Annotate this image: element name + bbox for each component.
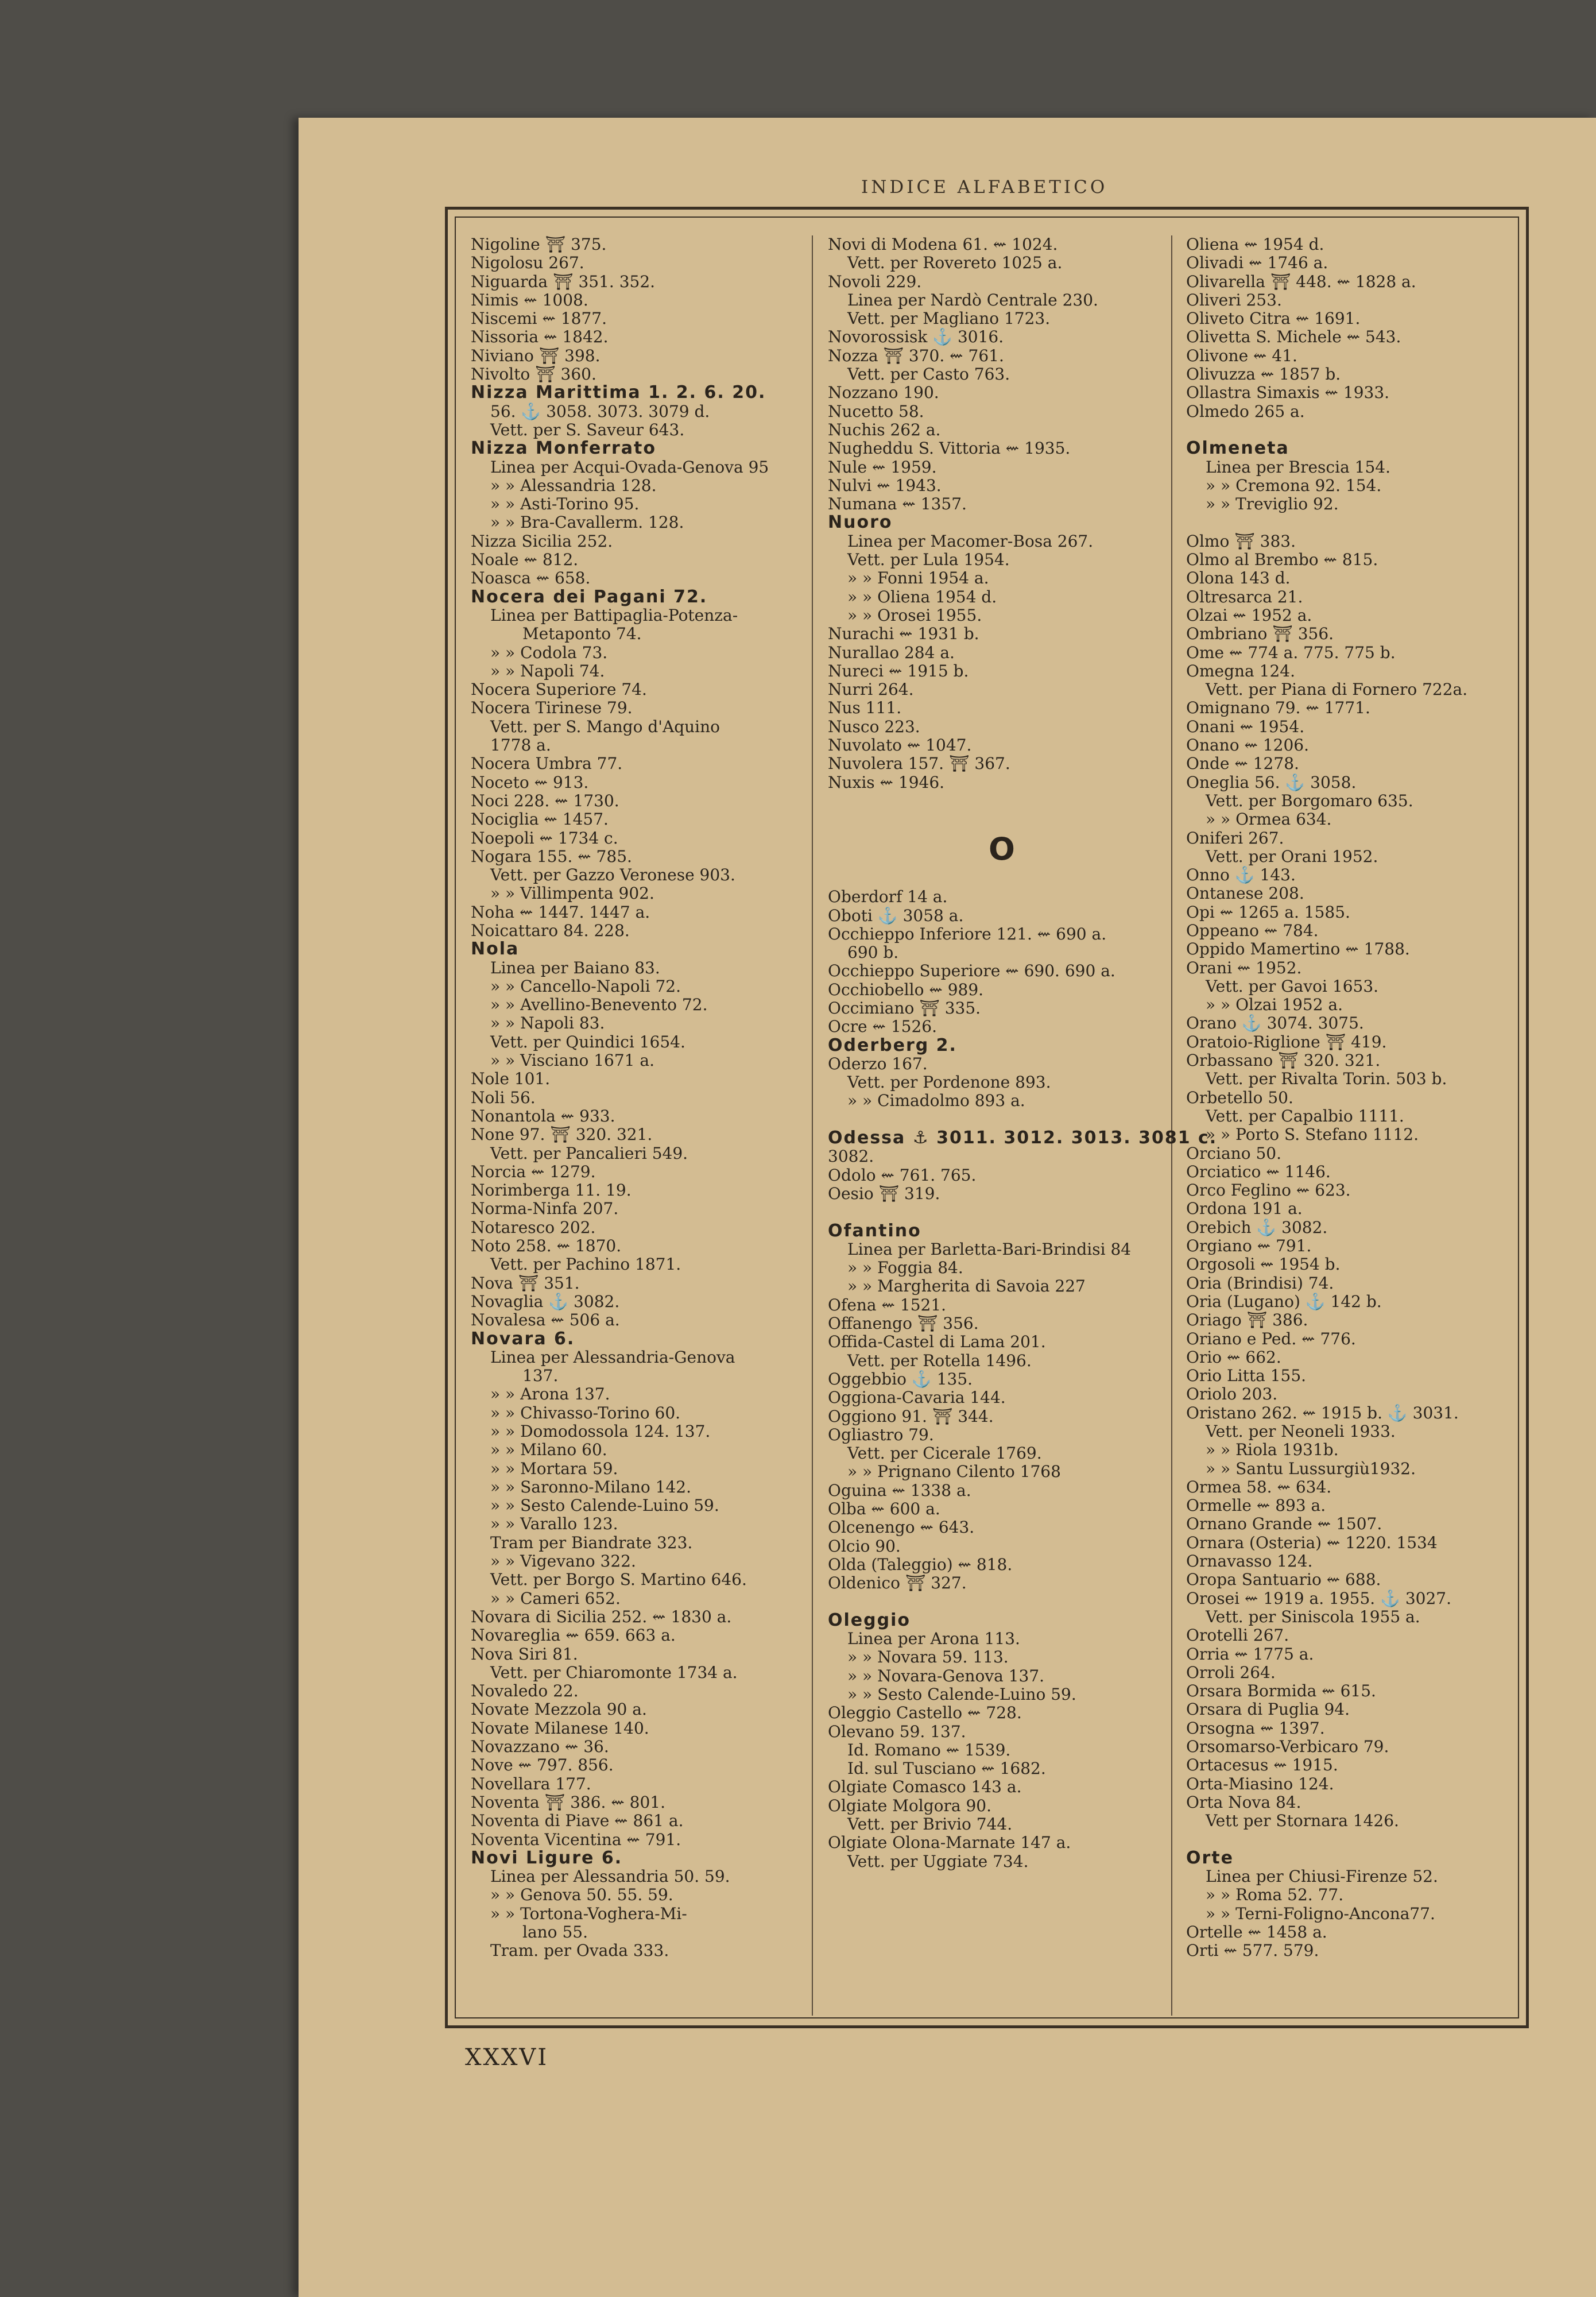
index-heading: Ofantino — [828, 1220, 921, 1241]
index-entry: Ortacesus ⇜ 1915. — [1186, 1755, 1338, 1775]
index-entry: Orciatico ⇜ 1146. — [1186, 1162, 1331, 1181]
index-entry: Onano ⇜ 1206. — [1186, 736, 1309, 755]
index-entry: Nocera Umbra 77. — [471, 754, 623, 774]
index-entry: Noventa di Piave ⇜ 861 a. — [471, 1811, 684, 1831]
index-entry: » » Napoli 83. — [490, 1014, 605, 1033]
index-entry: Norcia ⇜ 1279. — [471, 1162, 596, 1181]
index-entry: » » Roma 52. 77. — [1206, 1885, 1344, 1905]
index-entry: Odolo ⇜ 761. 765. — [828, 1165, 977, 1185]
index-entry: Vett. per Lula 1954. — [847, 550, 1010, 570]
index-entry: » » Novara 59. 113. — [847, 1648, 1009, 1667]
index-entry: Oliveto Citra ⇜ 1691. — [1186, 309, 1361, 328]
index-entry: Nigoline ⛩ 375. — [471, 235, 607, 254]
index-entry: Olgiate Olona-Marnate 147 a. — [828, 1833, 1071, 1853]
index-entry: Nugheddu S. Vittoria ⇜ 1935. — [828, 439, 1071, 458]
index-entry: Orta Nova 84. — [1186, 1792, 1301, 1812]
index-entry: » » Santu Lussurgiù1932. — [1206, 1459, 1416, 1478]
index-entry: Olivarella ⛩ 448. ⇜ 1828 a. — [1186, 272, 1416, 291]
index-entry: Niguarda ⛩ 351. 352. — [471, 272, 656, 291]
index-entry: Oggebbio ⚓ 135. — [828, 1369, 973, 1389]
index-entry: Olzai ⇜ 1952 a. — [1186, 605, 1312, 625]
index-entry: » » Alessandria 128. — [490, 475, 657, 495]
index-entry: Orgosoli ⇜ 1954 b. — [1186, 1255, 1341, 1274]
index-entry: Noicattaro 84. 228. — [471, 921, 630, 940]
index-heading: Oderberg 2. — [828, 1035, 957, 1055]
index-entry: Nuvolera 157. ⛩ 367. — [828, 754, 1010, 774]
index-entry: Novorossisk ⚓ 3016. — [828, 327, 1004, 347]
index-entry: Vett per Stornara 1426. — [1206, 1811, 1399, 1831]
index-entry: » » Sesto Calende-Luino 59. — [847, 1684, 1076, 1704]
index-entry: Novalesa ⇜ 506 a. — [471, 1310, 620, 1330]
index-entry: Novara di Sicilia 252. ⇜ 1830 a. — [471, 1607, 732, 1626]
index-entry: Nurachi ⇜ 1931 b. — [828, 624, 979, 644]
index-entry: Vett. per Neoneli 1933. — [1206, 1422, 1396, 1441]
index-heading: Nuoro — [828, 512, 893, 533]
index-entry: Opi ⇜ 1265 a. 1585. — [1186, 902, 1350, 922]
index-entry: Novaglia ⚓ 3082. — [471, 1291, 620, 1311]
index-entry: Vett. per Rovereto 1025 a. — [847, 253, 1063, 273]
index-entry: Nole 101. — [471, 1069, 551, 1089]
index-entry: Oggiona-Cavaria 144. — [828, 1388, 1006, 1407]
index-entry: Omignano 79. ⇜ 1771. — [1186, 698, 1370, 718]
index-entry: » » Chivasso-Torino 60. — [490, 1403, 681, 1422]
index-entry: Vett. per Gavoi 1653. — [1206, 976, 1379, 996]
index-entry: » » Novara-Genova 137. — [847, 1666, 1045, 1685]
index-heading: Nola — [471, 939, 520, 960]
index-entry: Vett. per Piana di Fornero 722a. — [1206, 680, 1468, 699]
index-entry: Oleggio Castello ⇜ 728. — [828, 1703, 1022, 1723]
index-entry: Id. Romano ⇜ 1539. — [847, 1740, 1011, 1760]
index-entry: » » Arona 137. — [490, 1385, 610, 1404]
index-entry: » » Olzai 1952 a. — [1206, 995, 1343, 1015]
index-entry: Ormea 58. ⇜ 634. — [1186, 1477, 1332, 1496]
index-entry: Vett. per Brivio 744. — [847, 1815, 1013, 1834]
index-entry: Orsara Bormida ⇜ 615. — [1186, 1681, 1376, 1701]
index-heading: Nizza Marittima 1. 2. 6. 20. — [471, 382, 766, 403]
index-entry: Orani ⇜ 1952. — [1186, 958, 1302, 977]
index-entry: Nus 111. — [828, 698, 902, 718]
index-entry: Niviano ⛩ 398. — [471, 346, 601, 365]
index-entry: Nuvolato ⇜ 1047. — [828, 736, 972, 755]
index-entry: » » Domodossola 124. 137. — [490, 1422, 711, 1441]
index-entry: Omegna 124. — [1186, 661, 1295, 680]
index-entry: Olmo al Brembo ⇜ 815. — [1186, 550, 1378, 570]
index-entry: 56. ⚓ 3058. 3073. 3079 d. — [490, 401, 710, 421]
index-entry: Noale ⇜ 812. — [471, 550, 579, 570]
index-entry: Olona 143 d. — [1186, 569, 1291, 588]
spacer — [1186, 513, 1519, 532]
index-entry: Niscemi ⇜ 1877. — [471, 309, 607, 328]
index-entry: Noventa ⛩ 386. ⇜ 801. — [471, 1792, 666, 1812]
index-entry: Nocera Superiore 74. — [471, 680, 647, 699]
index-entry: » » Bra-Cavallerm. 128. — [490, 513, 684, 532]
index-heading: Odessa ⚓ 3011. 3012. 3013. 3081 c. — [828, 1128, 1218, 1148]
index-entry: Oesio ⛩ 319. — [828, 1184, 940, 1203]
index-entry: Oderzo 167. — [828, 1054, 928, 1073]
index-entry: Vett. per Casto 763. — [847, 365, 1010, 384]
index-entry: Orbetello 50. — [1186, 1088, 1293, 1107]
index-entry: Noventa Vicentina ⇜ 791. — [471, 1830, 681, 1849]
index-entry: Nivolto ⛩ 360. — [471, 365, 596, 384]
index-entry: » » Avellino-Benevento 72. — [490, 995, 708, 1015]
index-entry: Olmedo 265 a. — [1186, 401, 1305, 421]
index-entry: Ome ⇜ 774 a. 775. 775 b. — [1186, 643, 1396, 662]
index-heading: Nizza Monferrato — [471, 438, 657, 459]
index-entry: Linea per Macomer-Bosa 267. — [847, 531, 1094, 551]
index-entry: » » Fonni 1954 a. — [847, 569, 989, 588]
index-entry: Occhieppo Superiore ⇜ 690. 690 a. — [828, 961, 1115, 981]
index-entry: » » Napoli 74. — [490, 661, 605, 680]
index-entry: » » Prignano Cilento 1768 — [847, 1462, 1061, 1482]
index-entry: Nizza Sicilia 252. — [471, 531, 613, 551]
index-entry: » » Villimpenta 902. — [490, 884, 654, 903]
index-entry: Tram. per Ovada 333. — [490, 1941, 669, 1960]
index-heading: Novi Ligure 6. — [471, 1847, 623, 1868]
index-entry: » » Mortara 59. — [490, 1459, 618, 1478]
section-letter: O — [989, 831, 1015, 868]
index-entry: Occhiobello ⇜ 989. — [828, 980, 984, 999]
index-entry: Nuxis ⇜ 1946. — [828, 772, 945, 792]
index-entry: Vett. per S. Mango d'Aquino — [490, 717, 720, 736]
index-entry: Nimis ⇜ 1008. — [471, 290, 588, 310]
index-column-1 — [471, 235, 815, 2039]
index-entry: Metaponto 74. — [522, 624, 642, 644]
index-entry: Vett. per Rotella 1496. — [847, 1351, 1032, 1370]
index-entry: Occimiano ⛩ 335. — [828, 998, 981, 1018]
index-entry: Nucetto 58. — [828, 401, 924, 421]
index-entry: Noto 258. ⇜ 1870. — [471, 1236, 622, 1256]
index-entry: Nule ⇜ 1959. — [828, 457, 937, 477]
index-entry: Nogara 155. ⇜ 785. — [471, 846, 632, 866]
index-heading: Novara 6. — [471, 1328, 575, 1349]
index-entry: Vett. per Pachino 1871. — [490, 1255, 681, 1274]
index-entry: Ontanese 208. — [1186, 884, 1304, 903]
index-entry: Linea per Battipaglia-Potenza- — [490, 605, 738, 625]
index-entry: Orco Feglino ⇜ 623. — [1186, 1181, 1351, 1200]
index-heading: Nocera dei Pagani 72. — [471, 586, 708, 607]
page-header: INDICE ALFABETICO — [861, 177, 1108, 198]
index-entry: » » Oliena 1954 d. — [847, 587, 997, 606]
index-entry: Orroli 264. — [1186, 1662, 1276, 1682]
index-entry: Nove ⇜ 797. 856. — [471, 1755, 614, 1775]
index-entry: Novoli 229. — [828, 272, 922, 291]
index-entry: Vett. per Pancalieri 549. — [490, 1143, 688, 1163]
index-entry: Ordona 191 a. — [1186, 1199, 1303, 1219]
index-entry: Nova ⛩ 351. — [471, 1273, 580, 1293]
index-entry: 1778 a. — [490, 736, 551, 755]
index-entry: » » Saronno-Milano 142. — [490, 1477, 691, 1496]
index-entry: » » Genova 50. 55. 59. — [490, 1885, 673, 1905]
index-column-3 — [1186, 235, 1519, 2039]
index-entry: Ombriano ⛩ 356. — [1186, 624, 1334, 644]
index-entry: » » Varallo 123. — [490, 1514, 618, 1534]
index-entry: Vett. per Magliano 1723. — [847, 309, 1051, 328]
index-entry: Noli 56. — [471, 1088, 536, 1107]
index-entry: Numana ⇜ 1357. — [828, 494, 967, 514]
index-entry: Olivone ⇜ 41. — [1186, 346, 1297, 365]
index-entry: Orebich ⚓ 3082. — [1186, 1217, 1328, 1237]
index-entry: Oppeano ⇜ 784. — [1186, 921, 1319, 940]
index-entry: Vett. per Cicerale 1769. — [847, 1444, 1042, 1463]
index-entry: Ogliastro 79. — [828, 1425, 934, 1444]
index-entry: Oberdorf 14 a. — [828, 887, 948, 907]
index-entry: » » Ormea 634. — [1206, 810, 1332, 829]
index-entry: Linea per Barletta-Bari-Brindisi 84 — [847, 1239, 1132, 1259]
index-entry: » » Margherita di Savoia 227 — [847, 1277, 1086, 1296]
index-entry: Orciano 50. — [1186, 1143, 1281, 1163]
index-entry: Occhieppo Inferiore 121. ⇜ 690 a. — [828, 924, 1107, 943]
index-entry: Oriolo 203. — [1186, 1385, 1278, 1404]
index-entry: Vett. per Uggiate 734. — [847, 1851, 1029, 1871]
index-entry: Noci 228. ⇜ 1730. — [471, 791, 619, 810]
index-entry: Vett. per Borgo S. Martino 646. — [490, 1570, 747, 1590]
index-entry: Oppido Mamertino ⇜ 1788. — [1186, 939, 1410, 959]
index-entry: Olba ⇜ 600 a. — [828, 1499, 940, 1518]
index-entry: Vett. per Rivalta Torin. 503 b. — [1206, 1069, 1447, 1089]
index-entry: Olcio 90. — [828, 1536, 901, 1556]
index-entry: Nocera Tirinese 79. — [471, 698, 633, 718]
index-entry: Linea per Baiano 83. — [490, 958, 660, 977]
index-entry: Novate Milanese 140. — [471, 1718, 649, 1738]
index-entry: Vett. per Borgomaro 635. — [1206, 791, 1413, 810]
index-heading: Oleggio — [828, 1610, 911, 1630]
index-entry: Orosei ⇜ 1919 a. 1955. ⚓ 3027. — [1186, 1588, 1451, 1608]
index-entry: Oniferi 267. — [1186, 828, 1284, 848]
index-entry: Vett. per Gazzo Veronese 903. — [490, 865, 735, 885]
index-entry: Novazzano ⇜ 36. — [471, 1737, 609, 1757]
spacer — [828, 1111, 1172, 1129]
index-entry: Vett. per Chiaromonte 1734 a. — [490, 1662, 738, 1682]
index-entry: Nuchis 262 a. — [828, 420, 941, 439]
index-entry: Ortelle ⇜ 1458 a. — [1186, 1923, 1327, 1942]
index-entry: Vett. per Siniscola 1955 a. — [1206, 1607, 1420, 1626]
index-entry: Olgiate Comasco 143 a. — [828, 1777, 1022, 1797]
index-entry: Olgiate Molgora 90. — [828, 1796, 991, 1815]
spacer — [1186, 421, 1519, 439]
index-entry: Oristano 262. ⇜ 1915 b. ⚓ 3031. — [1186, 1403, 1459, 1422]
index-entry: Oboti ⚓ 3058 a. — [828, 906, 964, 925]
index-entry: » » Treviglio 92. — [1206, 494, 1339, 514]
spacer — [828, 1592, 1172, 1611]
index-entry: » » Sesto Calende-Luino 59. — [490, 1496, 719, 1515]
index-entry: Oliena ⇜ 1954 d. — [1186, 235, 1324, 254]
index-entry: Oropa Santuario ⇜ 688. — [1186, 1570, 1381, 1590]
index-entry: » » Milano 60. — [490, 1440, 607, 1460]
index-entry: Olivadi ⇜ 1746 a. — [1186, 253, 1328, 273]
index-entry: Nurallao 284 a. — [828, 643, 955, 662]
index-entry: Novi di Modena 61. ⇜ 1024. — [828, 235, 1058, 254]
index-entry: Offida-Castel di Lama 201. — [828, 1332, 1046, 1352]
index-entry: Orbassano ⛩ 320. 321. — [1186, 1051, 1381, 1070]
index-entry: » » Riola 1931b. — [1206, 1440, 1339, 1460]
index-entry: Orano ⚓ 3074. 3075. — [1186, 1014, 1364, 1033]
index-entry: Nociglia ⇜ 1457. — [471, 810, 609, 829]
index-entry: Oltresarca 21. — [1186, 587, 1303, 606]
index-entry: Oria (Lugano) ⚓ 142 b. — [1186, 1291, 1382, 1311]
index-entry: Vett. per Pordenone 893. — [847, 1073, 1051, 1092]
index-entry: Noceto ⇜ 913. — [471, 772, 589, 792]
index-entry: Ornano Grande ⇜ 1507. — [1186, 1514, 1382, 1534]
index-entry: » » Cancello-Napoli 72. — [490, 976, 681, 996]
index-entry: Oneglia 56. ⚓ 3058. — [1186, 772, 1357, 792]
index-entry: » » Codola 73. — [490, 643, 608, 662]
index-entry: Linea per Chiusi-Firenze 52. — [1206, 1867, 1438, 1886]
index-entry: Ocre ⇜ 1526. — [828, 1017, 938, 1037]
index-entry: Oria (Brindisi) 74. — [1186, 1273, 1334, 1293]
index-entry: Oguina ⇜ 1338 a. — [828, 1480, 971, 1500]
index-entry: Novaledo 22. — [471, 1681, 579, 1701]
index-entry: Nissoria ⇜ 1842. — [471, 327, 609, 347]
index-entry: Linea per Arona 113. — [847, 1629, 1020, 1649]
index-entry: 690 b. — [847, 943, 899, 962]
index-entry: Vett. per Quindici 1654. — [490, 1032, 685, 1051]
index-entry: lano 55. — [522, 1923, 588, 1942]
index-entry: Olivetta S. Michele ⇜ 543. — [1186, 327, 1401, 347]
index-entry: » » Foggia 84. — [847, 1258, 963, 1278]
index-entry: » » Visciano 1671 a. — [490, 1051, 654, 1070]
index-entry: Nozza ⛩ 370. ⇜ 761. — [828, 346, 1004, 365]
index-entry: Vett. per Capalbio 1111. — [1206, 1106, 1404, 1126]
index-entry: Orio Litta 155. — [1186, 1366, 1307, 1386]
index-entry: Ollastra Simaxis ⇜ 1933. — [1186, 383, 1390, 403]
index-entry: Onde ⇜ 1278. — [1186, 754, 1299, 774]
index-entry: Id. sul Tusciano ⇜ 1682. — [847, 1759, 1046, 1778]
index-entry: Ofena ⇜ 1521. — [828, 1295, 947, 1314]
index-entry: » » Terni-Foligno-Ancona77. — [1206, 1904, 1435, 1923]
index-entry: » » Porto S. Stefano 1112. — [1206, 1125, 1419, 1144]
spacer — [828, 1203, 1172, 1221]
index-entry: » » Cremona 92. 154. — [1206, 475, 1382, 495]
index-entry: Nureci ⇜ 1915 b. — [828, 661, 969, 680]
index-entry: Oldenico ⛩ 327. — [828, 1573, 967, 1593]
index-entry: Oliveri 253. — [1186, 290, 1282, 310]
index-entry: Orsomarso-Verbicaro 79. — [1186, 1737, 1389, 1757]
index-entry: Noepoli ⇜ 1734 c. — [471, 828, 618, 848]
index-entry: Orsogna ⇜ 1397. — [1186, 1718, 1325, 1738]
index-entry: Orria ⇜ 1775 a. — [1186, 1644, 1314, 1664]
index-entry: Linea per Alessandria 50. 59. — [490, 1867, 730, 1886]
index-entry: Onno ⚓ 143. — [1186, 865, 1296, 885]
index-entry: » » Vigevano 322. — [490, 1552, 636, 1571]
index-entry: 137. — [522, 1366, 559, 1386]
spacer — [1186, 1831, 1519, 1849]
index-entry: Norma-Ninfa 207. — [471, 1199, 619, 1219]
index-heading: Olmeneta — [1186, 438, 1289, 459]
index-heading: Orte — [1186, 1847, 1234, 1868]
index-entry: 3082. — [828, 1147, 874, 1166]
index-entry: Orsara di Puglia 94. — [1186, 1700, 1350, 1719]
index-entry: Oriano e Ped. ⇜ 776. — [1186, 1329, 1356, 1348]
index-entry: Novareglia ⇜ 659. 663 a. — [471, 1626, 676, 1645]
index-entry: Nusco 223. — [828, 717, 920, 736]
index-entry: Norimberga 11. 19. — [471, 1181, 632, 1200]
index-entry: Noha ⇜ 1447. 1447 a. — [471, 902, 650, 922]
index-entry: » » Cimadolmo 893 a. — [847, 1091, 1025, 1111]
index-entry: Nova Siri 81. — [471, 1644, 578, 1664]
index-entry: » » Asti-Torino 95. — [490, 494, 640, 514]
index-entry: Notaresco 202. — [471, 1217, 596, 1237]
index-entry: Linea per Brescia 154. — [1206, 457, 1390, 477]
index-entry: Onani ⇜ 1954. — [1186, 717, 1305, 736]
index-entry: Orti ⇜ 577. 579. — [1186, 1941, 1319, 1960]
index-entry: Linea per Acqui-Ovada-Genova 95 — [490, 457, 769, 477]
index-entry: Noasca ⇜ 658. — [471, 569, 591, 588]
index-entry: Olmo ⛩ 383. — [1186, 531, 1296, 551]
index-entry: Orgiano ⇜ 791. — [1186, 1236, 1312, 1256]
index-entry: Nozzano 190. — [828, 383, 939, 403]
index-entry: Ornara (Osteria) ⇜ 1220. 1534 — [1186, 1533, 1438, 1552]
index-entry: Orotelli 267. — [1186, 1626, 1289, 1645]
page-number: XXXVI — [465, 2044, 549, 2071]
index-entry: Nulvi ⇜ 1943. — [828, 475, 942, 495]
index-entry: Linea per Alessandria-Genova — [490, 1347, 735, 1367]
spacer — [828, 792, 1172, 810]
book-page — [299, 118, 1596, 2297]
index-entry: None 97. ⛩ 320. 321. — [471, 1125, 653, 1144]
index-entry: Novate Mezzola 90 a. — [471, 1700, 647, 1719]
index-entry: Vett. per S. Saveur 643. — [490, 420, 685, 439]
index-entry: Vett. per Orani 1952. — [1206, 846, 1378, 866]
index-entry: Oggiono 91. ⛩ 344. — [828, 1406, 994, 1426]
index-entry: Olevano 59. 137. — [828, 1722, 966, 1741]
index-entry: Nurri 264. — [828, 680, 914, 699]
index-entry: Novellara 177. — [471, 1774, 591, 1793]
index-entry: Ornavasso 124. — [1186, 1552, 1313, 1571]
index-entry: Orio ⇜ 662. — [1186, 1347, 1281, 1367]
index-entry: » » Orosei 1955. — [847, 605, 982, 625]
index-entry: Nonantola ⇜ 933. — [471, 1106, 615, 1126]
index-entry: Ormelle ⇜ 893 a. — [1186, 1496, 1326, 1515]
index-entry: » » Tortona-Voghera-Mi- — [490, 1904, 687, 1923]
index-entry: Orta-Miasino 124. — [1186, 1774, 1334, 1793]
index-entry: » » Cameri 652. — [490, 1588, 621, 1608]
index-entry: Oriago ⛩ 386. — [1186, 1310, 1308, 1330]
index-entry: Olda (Taleggio) ⇜ 818. — [828, 1554, 1013, 1574]
index-entry: Oratoio-Riglione ⛩ 419. — [1186, 1032, 1387, 1051]
index-entry: Offanengo ⛩ 356. — [828, 1314, 979, 1333]
index-entry: Olivuzza ⇜ 1857 b. — [1186, 365, 1341, 384]
index-entry: Linea per Nardò Centrale 230. — [847, 290, 1098, 310]
index-entry: Tram per Biandrate 323. — [490, 1533, 693, 1552]
index-entry: Nigolosu 267. — [471, 253, 584, 273]
index-entry: Olcenengo ⇜ 643. — [828, 1518, 975, 1537]
